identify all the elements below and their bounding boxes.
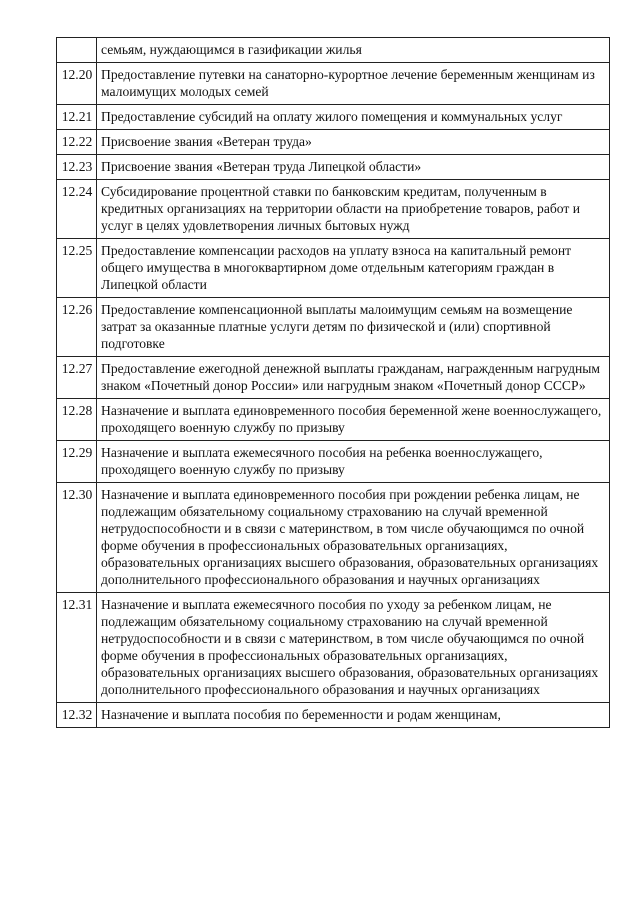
row-number: 12.23 <box>57 155 97 180</box>
row-number: 12.22 <box>57 130 97 155</box>
row-text: Субсидирование процентной ставки по банковским кредитам, полученным в кредитных организациях на территории области на приобретение товаров, работ и услуг в целях удовлетворения личных бытовых нужд <box>97 180 610 239</box>
row-text: Присвоение звания «Ветеран труда Липецкой области» <box>97 155 610 180</box>
row-text: Предоставление путевки на санаторно-курортное лечение беременным женщинам из малоимущих молодых семей <box>97 63 610 105</box>
table-row <box>57 483 610 593</box>
row-number <box>57 38 97 63</box>
row-text: Предоставление субсидий на оплату жилого помещения и коммунальных услуг <box>97 105 610 130</box>
table-row <box>57 130 610 155</box>
table-row <box>57 63 610 105</box>
table-row <box>57 105 610 130</box>
table-row <box>57 593 610 703</box>
table-row <box>57 703 610 728</box>
table-row <box>57 38 610 63</box>
row-number: 12.32 <box>57 703 97 728</box>
table-row <box>57 298 610 357</box>
row-number: 12.21 <box>57 105 97 130</box>
table-row <box>57 357 610 399</box>
table-row <box>57 441 610 483</box>
row-text: Назначение и выплата ежемесячного пособия на ребенка военнослужащего, проходящего военную службу по призыву <box>97 441 610 483</box>
services-table <box>56 37 610 728</box>
row-number: 12.24 <box>57 180 97 239</box>
row-number: 12.31 <box>57 593 97 703</box>
table-row <box>57 180 610 239</box>
row-text: Предоставление ежегодной денежной выплаты гражданам, награжденным нагрудным знаком «Почетный донор России» или нагрудным знаком «Почетный донор СССР» <box>97 357 610 399</box>
row-text: семьям, нуждающимся в газификации жилья <box>97 38 610 63</box>
row-number: 12.28 <box>57 399 97 441</box>
row-number: 12.30 <box>57 483 97 593</box>
row-text: Назначение и выплата ежемесячного пособия по уходу за ребенком лицам, не подлежащим обязательному социальному страхованию на случай временной нетрудоспособности и в связи с материнством, в том числе обучающимся по очной форме обучения в профессиональных образовательных организациях, образовательных организациях высшего образования, образовательных организациях дополнительного профессионального образования и научных организациях <box>97 593 610 703</box>
table-row <box>57 399 610 441</box>
row-text: Назначение и выплата единовременного пособия беременной жене военнослужащего, проходящего военную службу по призыву <box>97 399 610 441</box>
row-number: 12.27 <box>57 357 97 399</box>
table-row <box>57 155 610 180</box>
row-number: 12.20 <box>57 63 97 105</box>
row-text: Назначение и выплата единовременного пособия при рождении ребенка лицам, не подлежащим обязательному социальному страхованию на случай временной нетрудоспособности и в связи с материнством, в том числе обучающимся по очной форме обучения в профессиональных образовательных организациях, образовательных организациях высшего образования, образовательных организациях дополнительного профессионального образования и научных организациях <box>97 483 610 593</box>
row-number: 12.26 <box>57 298 97 357</box>
row-number: 12.25 <box>57 239 97 298</box>
row-text: Предоставление компенсационной выплаты малоимущим семьям на возмещение затрат за оказанные платные услуги детям по физической и (или) спортивной подготовке <box>97 298 610 357</box>
row-text: Предоставление компенсации расходов на уплату взноса на капитальный ремонт общего имущества в многоквартирном доме отдельным категориям граждан в Липецкой области <box>97 239 610 298</box>
row-number: 12.29 <box>57 441 97 483</box>
row-text: Присвоение звания «Ветеран труда» <box>97 130 610 155</box>
table-row <box>57 239 610 298</box>
row-text: Назначение и выплата пособия по беременности и родам женщинам, <box>97 703 610 728</box>
